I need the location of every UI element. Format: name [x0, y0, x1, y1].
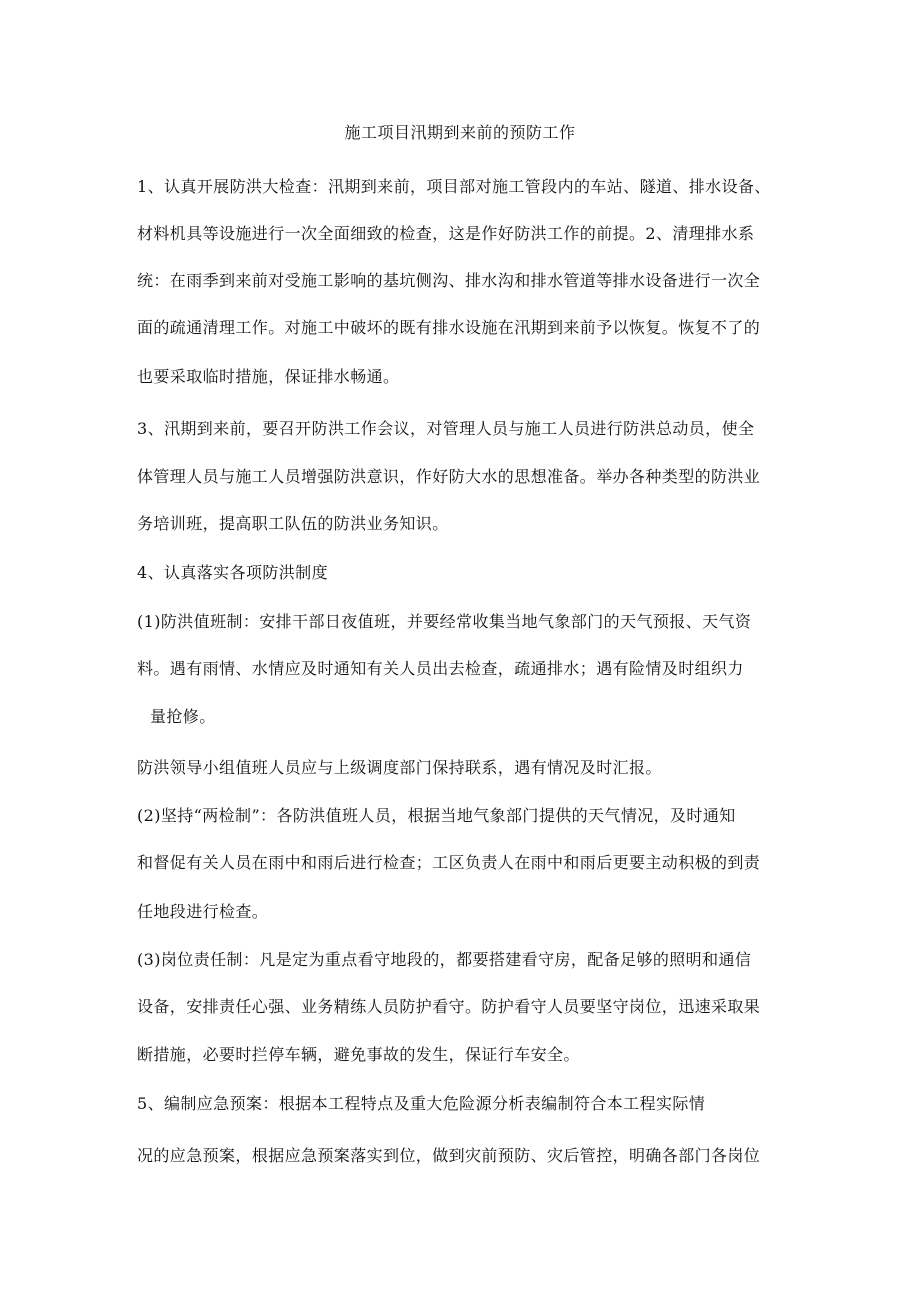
text-line: 务培训班，提高职工队伍的防洪业务知识。	[137, 514, 449, 533]
text-line: 面的疏通清理工作。对施工中破坏的既有排水设施在汛期到来前予以恢复。恢复不了的	[137, 318, 761, 337]
text-line: 3、汛期到来前，要召开防洪工作会议，对管理人员与施工人员进行防洪总动员，使全	[137, 419, 755, 438]
text-line: 料。遇有雨情、水情应及时通知有关人员出去检查，疏通排水；遇有险情及时组织力	[137, 659, 744, 678]
text-line: 防洪领导小组值班人员应与上级调度部门保持联系，遇有情况及时汇报。	[137, 758, 662, 777]
text-line: 5、编制应急预案：根据本工程特点及重大危险源分析表编制符合本工程实际情	[137, 1094, 706, 1113]
text-line: 统：在雨季到来前对受施工影响的基坑侧沟、排水沟和排水管道等排水设备进行一次全	[137, 271, 761, 290]
text-line: 体管理人员与施工人员增强防洪意识，作好防大水的思想准备。举办各种类型的防洪业	[137, 467, 761, 486]
text-line: 断措施，必要时拦停车辆，避免事故的发生，保证行车安全。	[137, 1045, 580, 1064]
text-line: 设备，安排责任心强、业务精练人员防护看守。防护看守人员要坚守岗位，迅速采取果	[137, 997, 761, 1016]
text-line: 1、认真开展防洪大检查：汛期到来前，项目部对施工管段内的车站、隧道、排水设备、	[137, 177, 771, 196]
text-line: 和督促有关人员在雨中和雨后进行检查；工区负责人在雨中和雨后更要主动积极的到责	[137, 853, 761, 872]
page-title: 施工项目汛期到来前的预防工作	[344, 123, 576, 142]
text-line: 况的应急预案，根据应急预案落实到位，做到灾前预防、灾后管控，明确各部门各岗位	[137, 1146, 761, 1165]
text-line: 也要采取临时措施，保证排水畅通。	[137, 367, 400, 386]
text-line: 任地段进行检查。	[137, 902, 269, 921]
text-line: 4、认真落实各项防洪制度	[137, 563, 328, 582]
text-line: (3)岗位责任制：凡是定为重点看守地段的，都要搭建看守房，配备足够的照明和通信	[137, 950, 752, 969]
text-line: (2)坚持“两检制”：各防洪值班人员，根据当地气象部门提供的天气情况，及时通知	[137, 806, 736, 825]
text-line: 量抢修。	[150, 707, 216, 726]
text-line: (1)防洪值班制：安排干部日夜值班，并要经常收集当地气象部门的天气预报、天气资	[137, 612, 752, 631]
text-line: 材料机具等设施进行一次全面细致的检查，这是作好防洪工作的前提。2、清理排水系	[137, 224, 755, 243]
